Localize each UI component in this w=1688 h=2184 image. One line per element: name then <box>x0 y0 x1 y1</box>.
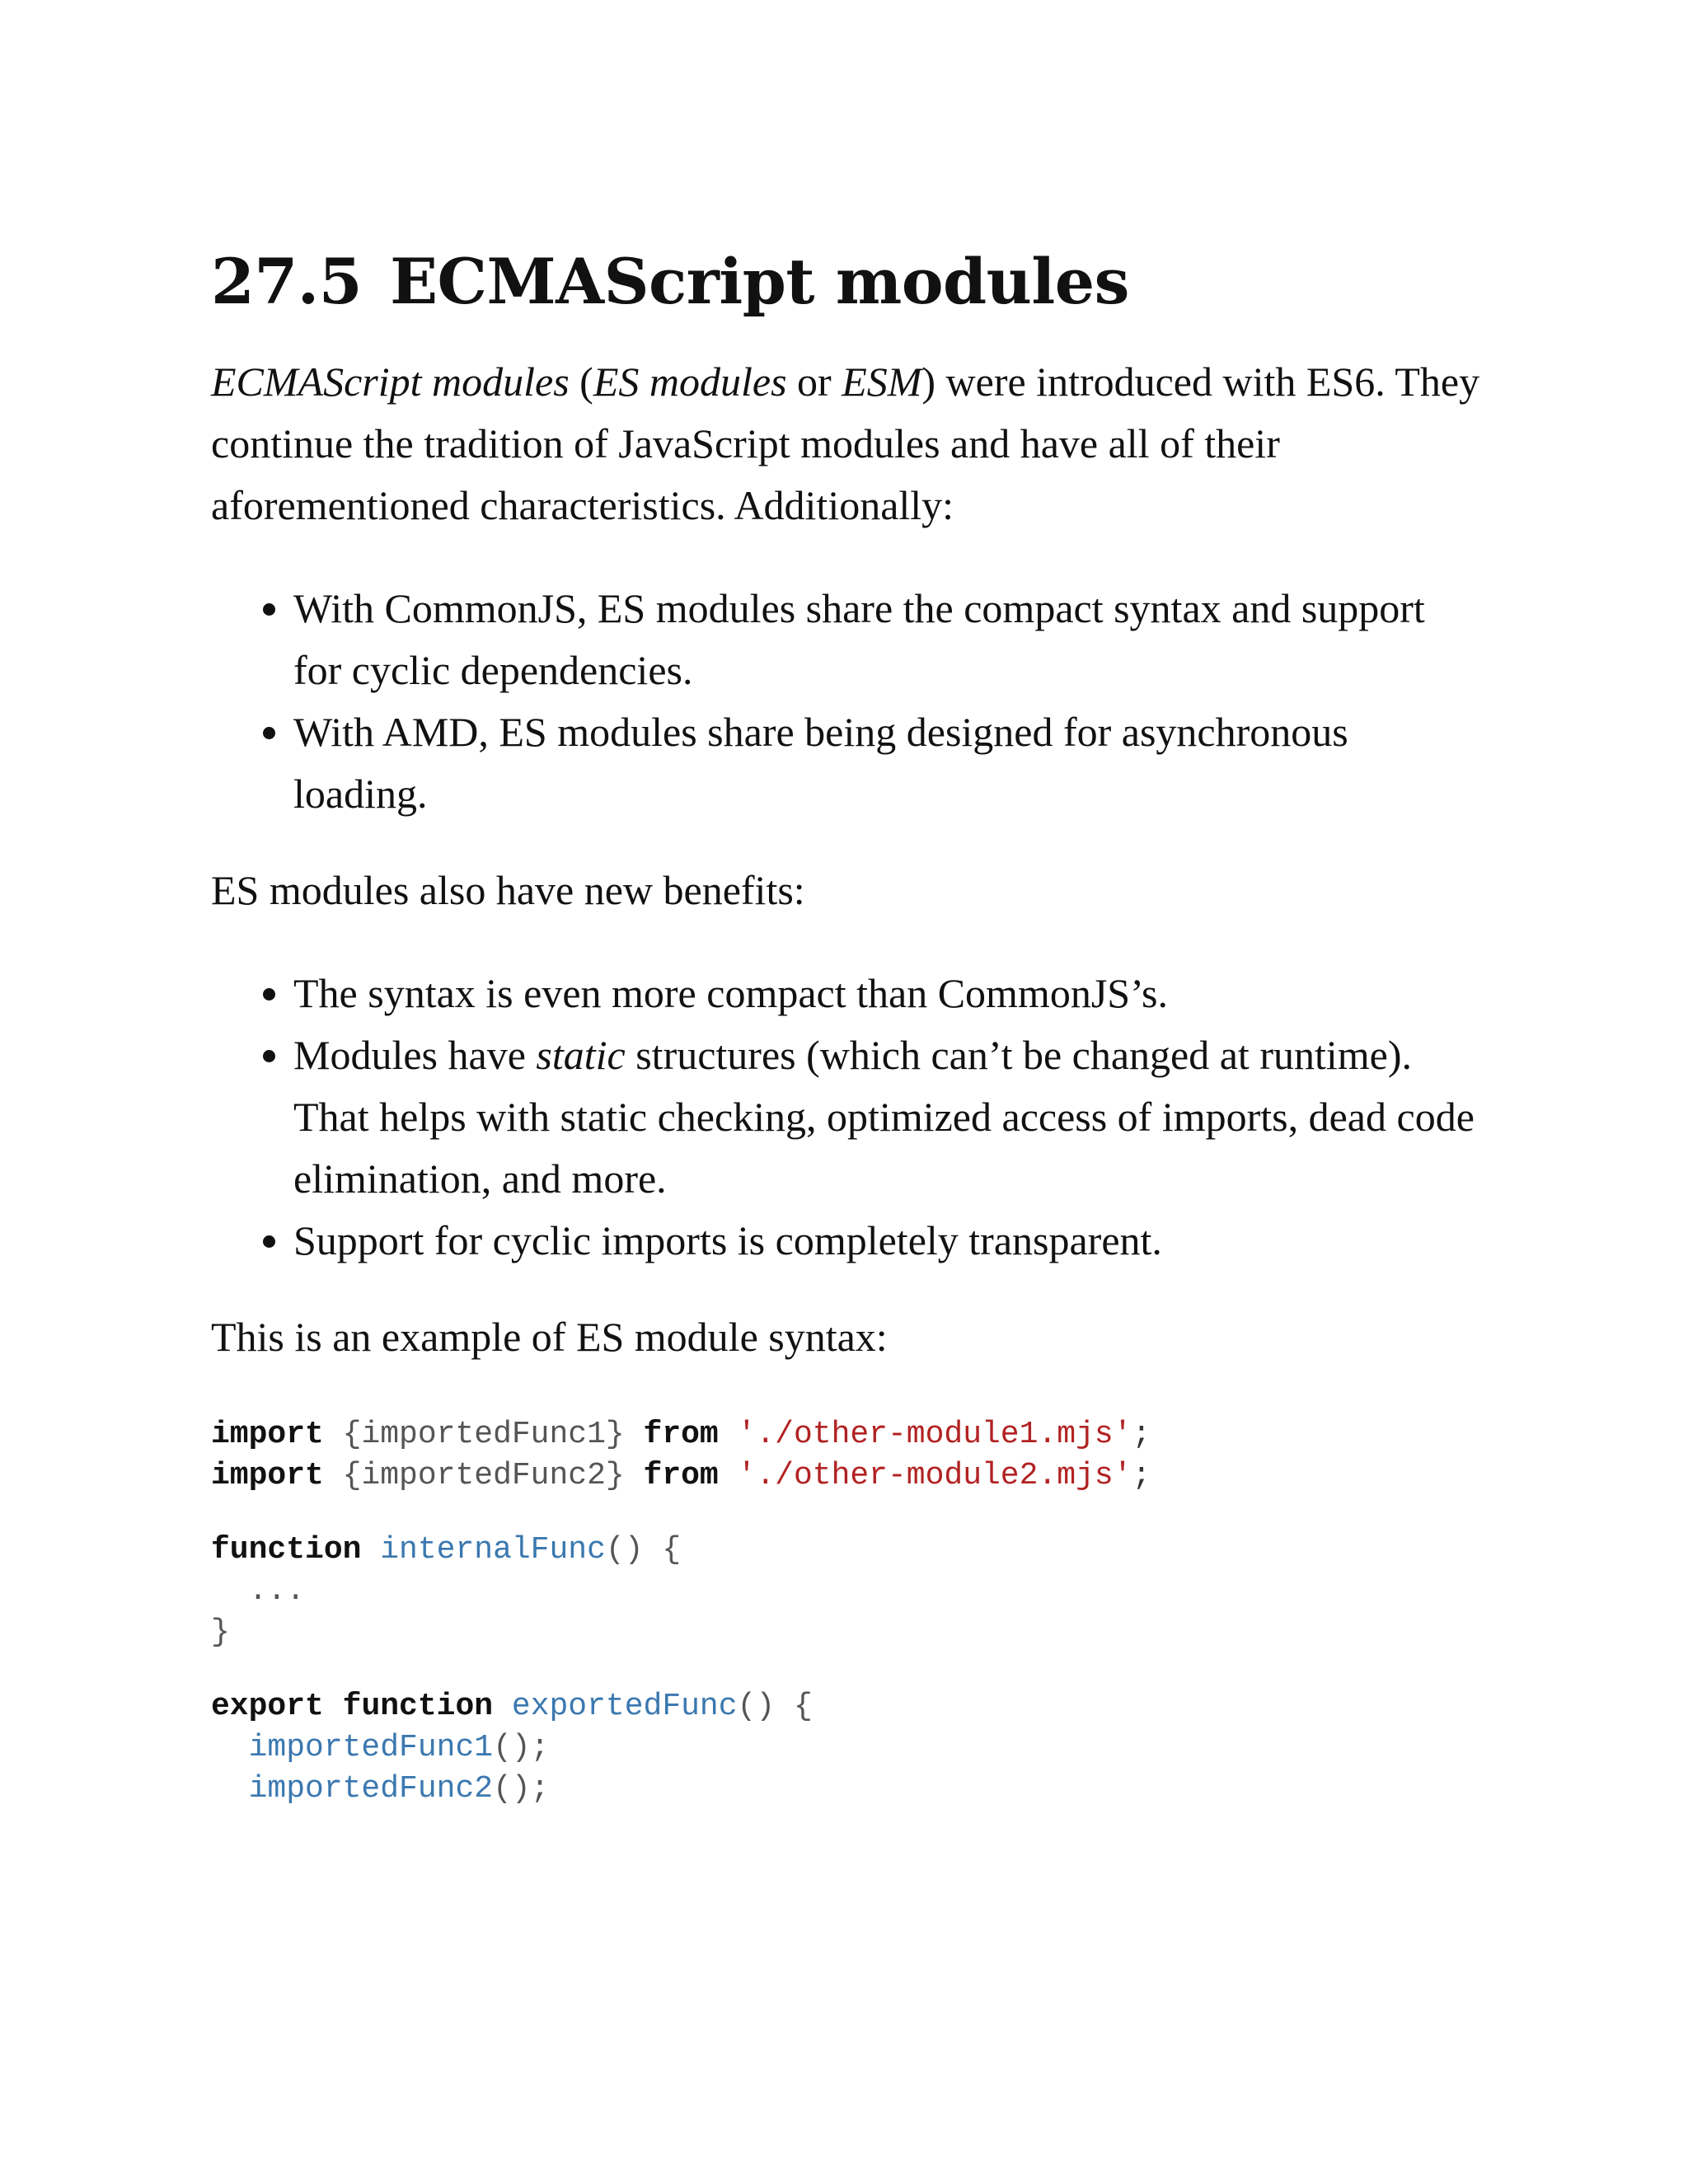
term-esm: ESM <box>842 358 922 405</box>
code-line: function internalFunc() { <box>211 1531 682 1568</box>
example-intro: This is an example of ES module syntax: <box>211 1313 888 1360</box>
code-line: import {importedFunc2} from './other-module2.mjs'; <box>211 1457 1151 1493</box>
code-line: importedFunc2(); <box>248 1770 550 1807</box>
term-es-modules: ES modules <box>593 358 787 405</box>
list-item: • With CommonJS, ES modules share the compact syntax and support for cyclic dependencies. <box>293 578 1480 701</box>
document-page <box>211 247 1480 1810</box>
intro-paragraph: ECMAScript modules (ES modules or ESM) were introduced with ES6. They continue the tradition of JavaScript modules and have all of their aforementioned characteristics. Additionally: <box>211 358 1480 528</box>
term-static: static <box>536 1031 626 1078</box>
section-title: ECMAScript modules <box>390 245 1129 318</box>
code-line: ... <box>211 1572 306 1609</box>
code-line: } <box>211 1614 230 1650</box>
section-number: 27.5 <box>211 245 363 318</box>
term-ecmascript-modules: ECMAScript modules <box>211 358 570 405</box>
code-line: importedFunc1(); <box>248 1729 550 1765</box>
list-item: • Modules have static structures (which can’t be changed at runtime). That helps with static checking, optimized access of imports, dead code elimination, and more. <box>293 1024 1480 1210</box>
section-heading <box>211 247 1480 316</box>
benefits-intro: ES modules also have new benefits: <box>211 866 805 913</box>
code-line: import {importedFunc1} from './other-module1.mjs'; <box>211 1416 1151 1452</box>
list-item: • The syntax is even more compact than CommonJS’s. <box>293 963 1480 1024</box>
list-item: • With AMD, ES modules share being designed for asynchronous loading. <box>293 701 1480 825</box>
code-block <box>211 1414 1480 1810</box>
benefits-list <box>211 963 1480 1272</box>
shared-features-list <box>211 578 1480 825</box>
list-item: • Support for cyclic imports is completely transparent. <box>293 1210 1480 1272</box>
code-line: export function exportedFunc() { <box>211 1688 813 1724</box>
